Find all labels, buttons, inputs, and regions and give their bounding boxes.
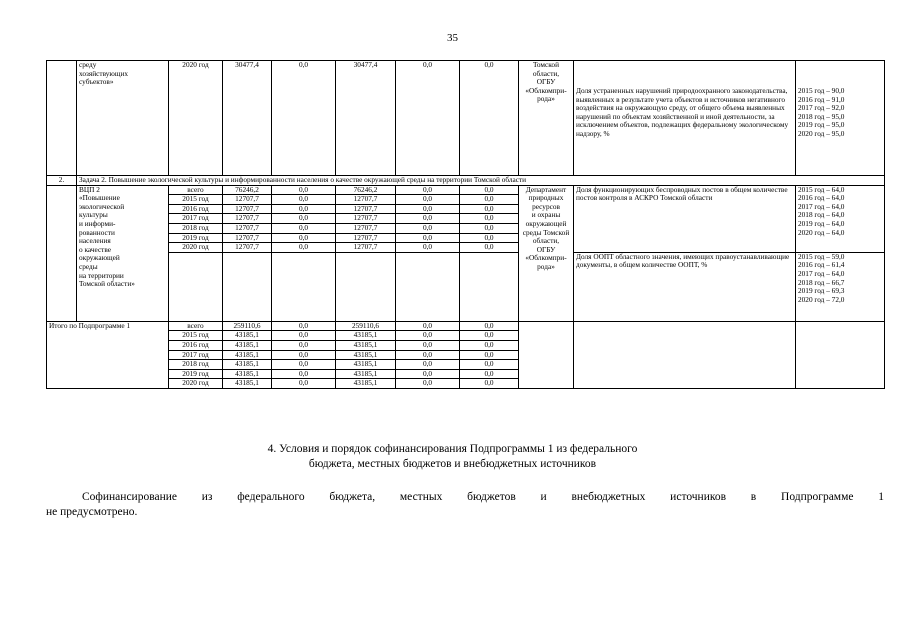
empty-cell xyxy=(396,287,460,322)
indicator-cell: Доля устраненных нарушений природоохранного законодательства, выявленных в результате учета объектов и источников негативного воздействия на окружающую среду, от общего объема выявленных нарушений по объектам хозяйственной и иной деятельности, за исключением объектов, подлежащих федеральному экологическому надзору, % xyxy=(574,61,796,176)
section-heading xyxy=(0,442,905,472)
value-cell: 12707,7 xyxy=(223,223,272,233)
value-cell: 0,0 xyxy=(396,379,460,389)
value-cell: 0,0 xyxy=(272,360,336,370)
paragraph-line1: Софинансирование из федерального бюджета, местных бюджетов и внебюджетных источников в Подпрограмме 1 xyxy=(82,491,884,503)
indicator-cell: Доля ООПТ областного значения, имеющих правоустанавливающие документы, в общем количестве ООПТ, % xyxy=(574,252,796,321)
value-cell: 12707,7 xyxy=(336,233,396,243)
table-body xyxy=(47,61,885,389)
period-cell: 2017 год xyxy=(169,214,223,224)
value-cell: 12707,7 xyxy=(223,243,272,253)
value-cell: 12707,7 xyxy=(223,233,272,243)
table-row-task xyxy=(47,176,885,186)
section-paragraph xyxy=(46,490,884,520)
empty-cell xyxy=(223,252,272,287)
value-cell: 43185,1 xyxy=(223,350,272,360)
value-cell: 0,0 xyxy=(396,340,460,350)
value-cell: 0,0 xyxy=(396,369,460,379)
value-cell: 0,0 xyxy=(396,350,460,360)
table-row xyxy=(47,252,885,287)
empty-cell xyxy=(169,252,223,287)
value-cell: 43185,1 xyxy=(336,360,396,370)
section-heading-line2: бюджета, местных бюджетов и внебюджетных источников xyxy=(308,458,597,470)
value-cell: 12707,7 xyxy=(336,223,396,233)
value-cell: 0,0 xyxy=(460,185,519,195)
value-cell: 12707,7 xyxy=(223,195,272,205)
period-cell: 2019 год xyxy=(169,369,223,379)
empty-cell xyxy=(396,252,460,287)
value-cell: 0,0 xyxy=(272,321,336,331)
value-cell: 0,0 xyxy=(272,331,336,341)
value-cell: 30477,4 xyxy=(336,61,396,176)
table-row-continuation xyxy=(47,61,885,176)
value-cell: 0,0 xyxy=(460,233,519,243)
value-cell: 0,0 xyxy=(396,204,460,214)
value-cell: 0,0 xyxy=(396,243,460,253)
value-cell: 0,0 xyxy=(460,360,519,370)
value-cell: 0,0 xyxy=(460,350,519,360)
value-cell: 0,0 xyxy=(460,331,519,341)
target-cell: 2015 год – 64,0 2016 год – 64,0 2017 год – 64,0 2018 год – 64,0 2019 год – 64,0 2020 год – 64,0 xyxy=(796,185,885,252)
value-cell: 12707,7 xyxy=(336,204,396,214)
value-cell: 0,0 xyxy=(272,223,336,233)
value-cell: 43185,1 xyxy=(336,369,396,379)
period-cell: 2019 год xyxy=(169,233,223,243)
period-cell: 2015 год xyxy=(169,331,223,341)
empty-cell xyxy=(223,287,272,322)
value-cell: 0,0 xyxy=(272,350,336,360)
target-cell: 2015 год – 59,0 2016 год – 61,4 2017 год – 64,0 2018 год – 66,7 2019 год – 69,3 2020 год – 72,0 xyxy=(796,252,885,321)
empty-cell xyxy=(519,321,574,388)
period-cell: всего xyxy=(169,185,223,195)
empty-cell xyxy=(460,287,519,322)
section-heading-line1: 4. Условия и порядок софинансирования Подпрограммы 1 из федерального xyxy=(267,443,638,455)
value-cell: 43185,1 xyxy=(336,350,396,360)
period-cell: 2015 год xyxy=(169,195,223,205)
value-cell: 43185,1 xyxy=(223,340,272,350)
empty-cell xyxy=(574,321,796,388)
budget-table xyxy=(46,60,885,389)
value-cell: 43185,1 xyxy=(223,360,272,370)
total-label: Итого по Подпрограмме 1 xyxy=(47,321,169,388)
value-cell: 0,0 xyxy=(460,340,519,350)
value-cell: 0,0 xyxy=(272,233,336,243)
value-cell: 12707,7 xyxy=(336,195,396,205)
value-cell: 43185,1 xyxy=(223,331,272,341)
value-cell: 0,0 xyxy=(460,195,519,205)
value-cell: 0,0 xyxy=(272,61,336,176)
executor-cell: Департамент природных ресурсов и охраны окружающей среды Томской области, ОГБУ «Облкомпри- рода» xyxy=(519,185,574,321)
value-cell: 0,0 xyxy=(460,243,519,253)
value-cell: 0,0 xyxy=(460,321,519,331)
num-cell xyxy=(47,185,77,321)
measure-cell: ВЦП 2 «Повышение экологической культуры и информи- рованности населения о качестве окружающей среды на территории Томской области» xyxy=(77,185,169,321)
value-cell: 0,0 xyxy=(272,185,336,195)
value-cell: 0,0 xyxy=(272,195,336,205)
value-cell: 0,0 xyxy=(396,360,460,370)
period-cell: 2016 год xyxy=(169,204,223,214)
value-cell: 0,0 xyxy=(460,214,519,224)
page-number: 35 xyxy=(447,32,458,44)
value-cell: 0,0 xyxy=(396,321,460,331)
value-cell: 0,0 xyxy=(272,340,336,350)
executor-cell: Томской области, ОГБУ «Облкомпри- рода» xyxy=(519,61,574,176)
value-cell: 0,0 xyxy=(272,204,336,214)
value-cell: 0,0 xyxy=(460,369,519,379)
value-cell: 0,0 xyxy=(272,379,336,389)
target-cell: 2015 год – 90,0 2016 год – 91,0 2017 год – 92,0 2018 год – 95,0 2019 год – 95,0 2020 год – 95,0 xyxy=(796,61,885,176)
table-row-total xyxy=(47,321,885,331)
empty-cell xyxy=(796,321,885,388)
value-cell: 43185,1 xyxy=(336,331,396,341)
task-title: Задача 2. Повышение экологической культуры и информированности населения о качестве окружающей среды на территории Томской области xyxy=(77,176,885,186)
paragraph-line2: не предусмотрено. xyxy=(46,506,138,518)
empty-cell xyxy=(169,287,223,322)
value-cell: 43185,1 xyxy=(336,379,396,389)
period-cell: 2018 год xyxy=(169,223,223,233)
value-cell: 76246,2 xyxy=(336,185,396,195)
value-cell: 12707,7 xyxy=(223,204,272,214)
value-cell: 0,0 xyxy=(460,204,519,214)
period-cell: всего xyxy=(169,321,223,331)
empty-cell xyxy=(460,252,519,287)
value-cell: 0,0 xyxy=(396,185,460,195)
num-cell xyxy=(47,61,77,176)
value-cell: 0,0 xyxy=(272,243,336,253)
period-cell: 2018 год xyxy=(169,360,223,370)
period-cell: 2020 год xyxy=(169,379,223,389)
value-cell: 0,0 xyxy=(396,214,460,224)
empty-cell xyxy=(336,252,396,287)
value-cell: 30477,4 xyxy=(223,61,272,176)
value-cell: 43185,1 xyxy=(223,369,272,379)
value-cell: 0,0 xyxy=(396,61,460,176)
period-cell: 2020 год xyxy=(169,61,223,176)
value-cell: 12707,7 xyxy=(336,243,396,253)
value-cell: 0,0 xyxy=(396,223,460,233)
table-row xyxy=(47,185,885,195)
period-cell: 2016 год xyxy=(169,340,223,350)
empty-cell xyxy=(272,287,336,322)
value-cell: 0,0 xyxy=(396,331,460,341)
value-cell: 259110,6 xyxy=(336,321,396,331)
value-cell: 0,0 xyxy=(272,214,336,224)
empty-cell xyxy=(272,252,336,287)
value-cell: 0,0 xyxy=(272,369,336,379)
value-cell: 12707,7 xyxy=(223,214,272,224)
value-cell: 0,0 xyxy=(396,195,460,205)
value-cell: 0,0 xyxy=(460,223,519,233)
value-cell: 76246,2 xyxy=(223,185,272,195)
indicator-cell: Доля функционирующих беспроводных постов в общем количестве постов контроля в АСКРО Томской области xyxy=(574,185,796,252)
period-cell: 2017 год xyxy=(169,350,223,360)
value-cell: 0,0 xyxy=(396,233,460,243)
value-cell: 0,0 xyxy=(460,379,519,389)
value-cell: 12707,7 xyxy=(336,214,396,224)
measure-cell: среду хозяйствующих субъектов» xyxy=(77,61,169,176)
empty-cell xyxy=(336,287,396,322)
value-cell: 0,0 xyxy=(460,61,519,176)
period-cell: 2020 год xyxy=(169,243,223,253)
value-cell: 259110,6 xyxy=(223,321,272,331)
value-cell: 43185,1 xyxy=(223,379,272,389)
task-number: 2. xyxy=(47,176,77,186)
value-cell: 43185,1 xyxy=(336,340,396,350)
